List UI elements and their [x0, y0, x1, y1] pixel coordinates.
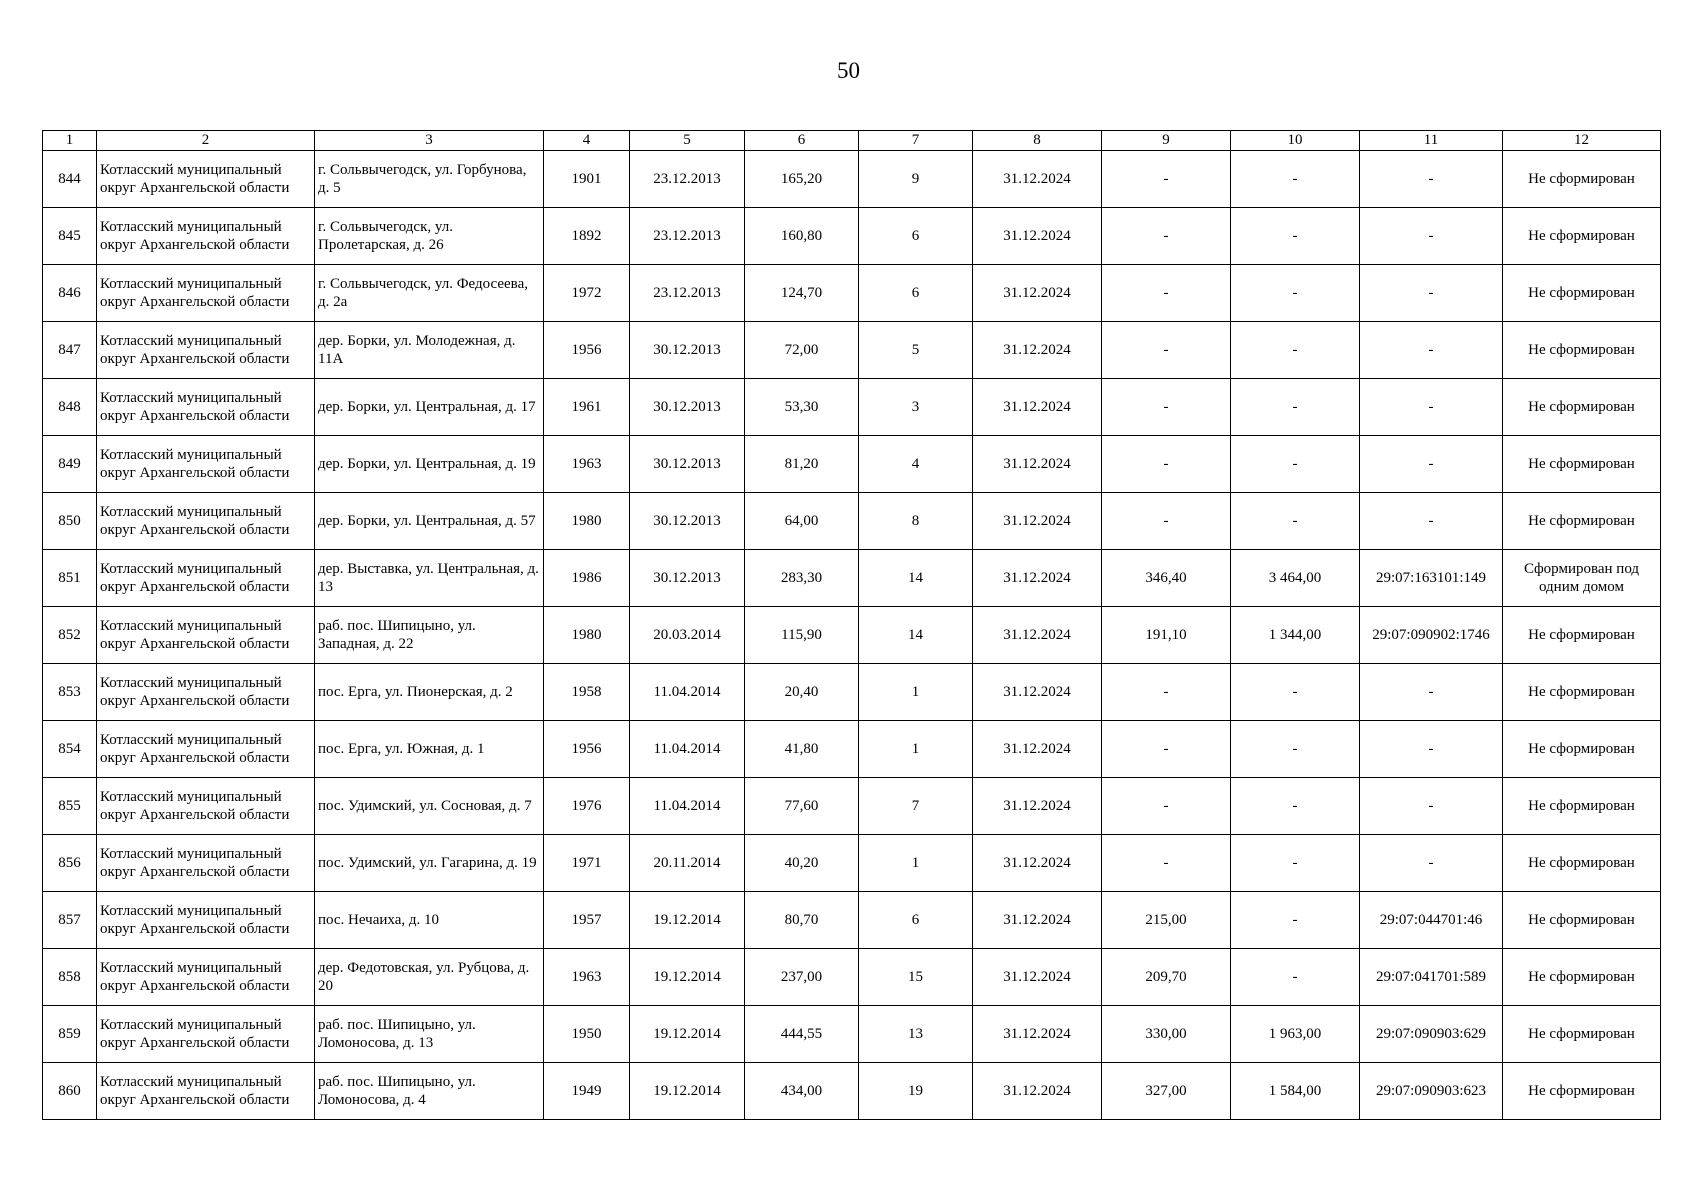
table-row — [43, 436, 1661, 493]
date-cell: 30.12.2013 — [630, 322, 745, 379]
residents-cell: 1 — [859, 721, 973, 778]
table-row — [43, 550, 1661, 607]
table-row — [43, 1063, 1661, 1120]
deadline-date-cell: 31.12.2024 — [973, 892, 1102, 949]
land-plot-area-cell: 1 584,00 — [1231, 1063, 1360, 1120]
land-plot-area-cell: 1 344,00 — [1231, 607, 1360, 664]
municipality-cell: Котласский муниципальный округ Архангельской области — [97, 892, 315, 949]
residents-cell: 7 — [859, 778, 973, 835]
address-cell: пос. Удимский, ул. Сосновая, д. 7 — [315, 778, 544, 835]
deadline-date-cell: 31.12.2024 — [973, 664, 1102, 721]
table-row — [43, 1006, 1661, 1063]
deadline-date-cell: 31.12.2024 — [973, 151, 1102, 208]
land-plot-area-cell: - — [1231, 436, 1360, 493]
row-number-cell: 860 — [43, 1063, 97, 1120]
row-number-cell: 855 — [43, 778, 97, 835]
date-cell: 30.12.2013 — [630, 379, 745, 436]
date-cell: 30.12.2013 — [630, 550, 745, 607]
cadastral-number-cell: - — [1360, 664, 1503, 721]
municipality-cell: Котласский муниципальный округ Архангельской области — [97, 721, 315, 778]
area-cell: 434,00 — [745, 1063, 859, 1120]
land-area-cell: - — [1102, 664, 1231, 721]
deadline-date-cell: 31.12.2024 — [973, 379, 1102, 436]
land-status-cell: Не сформирован — [1503, 265, 1661, 322]
column-header: 6 — [745, 131, 859, 151]
cadastral-number-cell: - — [1360, 436, 1503, 493]
area-cell: 20,40 — [745, 664, 859, 721]
municipality-cell: Котласский муниципальный округ Архангельской области — [97, 151, 315, 208]
municipality-cell: Котласский муниципальный округ Архангельской области — [97, 493, 315, 550]
column-header: 7 — [859, 131, 973, 151]
year-built-cell: 1901 — [544, 151, 630, 208]
year-built-cell: 1963 — [544, 949, 630, 1006]
land-plot-area-cell: - — [1231, 778, 1360, 835]
land-area-cell: - — [1102, 322, 1231, 379]
date-cell: 30.12.2013 — [630, 493, 745, 550]
table-row — [43, 607, 1661, 664]
address-cell: г. Сольвычегодск, ул. Горбунова, д. 5 — [315, 151, 544, 208]
cadastral-number-cell: 29:07:041701:589 — [1360, 949, 1503, 1006]
row-number-cell: 845 — [43, 208, 97, 265]
address-cell: г. Сольвычегодск, ул. Федосеева, д. 2а — [315, 265, 544, 322]
residents-cell: 3 — [859, 379, 973, 436]
land-status-cell: Не сформирован — [1503, 322, 1661, 379]
land-plot-area-cell: - — [1231, 721, 1360, 778]
land-area-cell: 346,40 — [1102, 550, 1231, 607]
deadline-date-cell: 31.12.2024 — [973, 1006, 1102, 1063]
address-cell: дер. Борки, ул. Центральная, д. 17 — [315, 379, 544, 436]
table-row — [43, 265, 1661, 322]
land-status-cell: Не сформирован — [1503, 721, 1661, 778]
cadastral-number-cell: 29:07:044701:46 — [1360, 892, 1503, 949]
column-header: 10 — [1231, 131, 1360, 151]
land-status-cell: Не сформирован — [1503, 949, 1661, 1006]
area-cell: 115,90 — [745, 607, 859, 664]
deadline-date-cell: 31.12.2024 — [973, 949, 1102, 1006]
row-number-cell: 848 — [43, 379, 97, 436]
land-area-cell: - — [1102, 436, 1231, 493]
table-row — [43, 721, 1661, 778]
header-row — [43, 131, 1661, 151]
land-plot-area-cell: - — [1231, 379, 1360, 436]
address-cell: дер. Борки, ул. Центральная, д. 57 — [315, 493, 544, 550]
residents-cell: 8 — [859, 493, 973, 550]
land-area-cell: - — [1102, 778, 1231, 835]
land-plot-area-cell: - — [1231, 493, 1360, 550]
area-cell: 77,60 — [745, 778, 859, 835]
year-built-cell: 1950 — [544, 1006, 630, 1063]
date-cell: 23.12.2013 — [630, 208, 745, 265]
residents-cell: 6 — [859, 208, 973, 265]
date-cell: 19.12.2014 — [630, 1063, 745, 1120]
year-built-cell: 1956 — [544, 322, 630, 379]
land-area-cell: - — [1102, 151, 1231, 208]
address-cell: пос. Удимский, ул. Гагарина, д. 19 — [315, 835, 544, 892]
column-header: 12 — [1503, 131, 1661, 151]
row-number-cell: 846 — [43, 265, 97, 322]
address-cell: дер. Выставка, ул. Центральная, д. 13 — [315, 550, 544, 607]
land-status-cell: Не сформирован — [1503, 607, 1661, 664]
column-header: 5 — [630, 131, 745, 151]
row-number-cell: 847 — [43, 322, 97, 379]
municipality-cell: Котласский муниципальный округ Архангельской области — [97, 550, 315, 607]
area-cell: 41,80 — [745, 721, 859, 778]
year-built-cell: 1963 — [544, 436, 630, 493]
land-plot-area-cell: - — [1231, 208, 1360, 265]
date-cell: 11.04.2014 — [630, 778, 745, 835]
land-status-cell: Не сформирован — [1503, 379, 1661, 436]
deadline-date-cell: 31.12.2024 — [973, 550, 1102, 607]
table-row — [43, 208, 1661, 265]
address-cell: раб. пос. Шипицыно, ул. Западная, д. 22 — [315, 607, 544, 664]
date-cell: 11.04.2014 — [630, 721, 745, 778]
residents-cell: 14 — [859, 550, 973, 607]
cadastral-number-cell: - — [1360, 265, 1503, 322]
residents-cell: 1 — [859, 835, 973, 892]
table-row — [43, 778, 1661, 835]
land-status-cell: Не сформирован — [1503, 778, 1661, 835]
year-built-cell: 1986 — [544, 550, 630, 607]
year-built-cell: 1892 — [544, 208, 630, 265]
municipality-cell: Котласский муниципальный округ Архангельской области — [97, 1063, 315, 1120]
land-area-cell: - — [1102, 721, 1231, 778]
cadastral-number-cell: 29:07:090903:623 — [1360, 1063, 1503, 1120]
column-header: 2 — [97, 131, 315, 151]
cadastral-number-cell: 29:07:090903:629 — [1360, 1006, 1503, 1063]
column-header: 8 — [973, 131, 1102, 151]
address-cell: раб. пос. Шипицыно, ул. Ломоносова, д. 13 — [315, 1006, 544, 1063]
table-row — [43, 493, 1661, 550]
date-cell: 20.03.2014 — [630, 607, 745, 664]
deadline-date-cell: 31.12.2024 — [973, 721, 1102, 778]
land-plot-area-cell: - — [1231, 664, 1360, 721]
area-cell: 237,00 — [745, 949, 859, 1006]
table-row — [43, 892, 1661, 949]
land-area-cell: - — [1102, 265, 1231, 322]
land-area-cell: - — [1102, 493, 1231, 550]
deadline-date-cell: 31.12.2024 — [973, 778, 1102, 835]
land-status-cell: Не сформирован — [1503, 151, 1661, 208]
land-area-cell: 191,10 — [1102, 607, 1231, 664]
table-row — [43, 835, 1661, 892]
row-number-cell: 856 — [43, 835, 97, 892]
row-number-cell: 853 — [43, 664, 97, 721]
date-cell: 11.04.2014 — [630, 664, 745, 721]
column-header: 11 — [1360, 131, 1503, 151]
residents-cell: 6 — [859, 265, 973, 322]
table-row — [43, 949, 1661, 1006]
cadastral-number-cell: - — [1360, 721, 1503, 778]
municipality-cell: Котласский муниципальный округ Архангельской области — [97, 949, 315, 1006]
area-cell: 53,30 — [745, 379, 859, 436]
address-cell: пос. Нечаиха, д. 10 — [315, 892, 544, 949]
deadline-date-cell: 31.12.2024 — [973, 436, 1102, 493]
column-header: 3 — [315, 131, 544, 151]
cadastral-number-cell: - — [1360, 151, 1503, 208]
deadline-date-cell: 31.12.2024 — [973, 265, 1102, 322]
area-cell: 124,70 — [745, 265, 859, 322]
land-status-cell: Не сформирован — [1503, 208, 1661, 265]
municipality-cell: Котласский муниципальный округ Архангельской области — [97, 208, 315, 265]
table-row — [43, 322, 1661, 379]
area-cell: 283,30 — [745, 550, 859, 607]
municipality-cell: Котласский муниципальный округ Архангельской области — [97, 664, 315, 721]
date-cell: 19.12.2014 — [630, 949, 745, 1006]
land-area-cell: 215,00 — [1102, 892, 1231, 949]
table-row — [43, 379, 1661, 436]
residents-cell: 5 — [859, 322, 973, 379]
row-number-cell: 850 — [43, 493, 97, 550]
land-plot-area-cell: - — [1231, 322, 1360, 379]
row-number-cell: 849 — [43, 436, 97, 493]
land-status-cell: Не сформирован — [1503, 1006, 1661, 1063]
land-plot-area-cell: 3 464,00 — [1231, 550, 1360, 607]
residents-cell: 9 — [859, 151, 973, 208]
page-number: 50 — [837, 58, 860, 83]
date-cell: 23.12.2013 — [630, 265, 745, 322]
land-plot-area-cell: 1 963,00 — [1231, 1006, 1360, 1063]
column-header: 9 — [1102, 131, 1231, 151]
area-cell: 80,70 — [745, 892, 859, 949]
year-built-cell: 1971 — [544, 835, 630, 892]
deadline-date-cell: 31.12.2024 — [973, 1063, 1102, 1120]
municipality-cell: Котласский муниципальный округ Архангельской области — [97, 322, 315, 379]
column-header: 1 — [43, 131, 97, 151]
municipality-cell: Котласский муниципальный округ Архангельской области — [97, 1006, 315, 1063]
row-number-cell: 859 — [43, 1006, 97, 1063]
municipality-cell: Котласский муниципальный округ Архангельской области — [97, 835, 315, 892]
cadastral-number-cell: - — [1360, 379, 1503, 436]
date-cell: 23.12.2013 — [630, 151, 745, 208]
cadastral-number-cell: - — [1360, 778, 1503, 835]
land-status-cell: Не сформирован — [1503, 892, 1661, 949]
address-cell: дер. Федотовская, ул. Рубцова, д. 20 — [315, 949, 544, 1006]
housing-registry-table — [42, 130, 1661, 1120]
land-plot-area-cell: - — [1231, 835, 1360, 892]
deadline-date-cell: 31.12.2024 — [973, 322, 1102, 379]
area-cell: 40,20 — [745, 835, 859, 892]
year-built-cell: 1958 — [544, 664, 630, 721]
residents-cell: 15 — [859, 949, 973, 1006]
cadastral-number-cell: 29:07:090902:1746 — [1360, 607, 1503, 664]
area-cell: 64,00 — [745, 493, 859, 550]
table-row — [43, 151, 1661, 208]
municipality-cell: Котласский муниципальный округ Архангельской области — [97, 607, 315, 664]
area-cell: 160,80 — [745, 208, 859, 265]
land-plot-area-cell: - — [1231, 892, 1360, 949]
cadastral-number-cell: - — [1360, 493, 1503, 550]
year-built-cell: 1980 — [544, 493, 630, 550]
land-status-cell: Сформирован под одним домом — [1503, 550, 1661, 607]
cadastral-number-cell: - — [1360, 322, 1503, 379]
municipality-cell: Котласский муниципальный округ Архангельской области — [97, 778, 315, 835]
cadastral-number-cell: 29:07:163101:149 — [1360, 550, 1503, 607]
date-cell: 30.12.2013 — [630, 436, 745, 493]
address-cell: г. Сольвычегодск, ул. Пролетарская, д. 26 — [315, 208, 544, 265]
address-cell: дер. Борки, ул. Центральная, д. 19 — [315, 436, 544, 493]
row-number-cell: 858 — [43, 949, 97, 1006]
cadastral-number-cell: - — [1360, 208, 1503, 265]
residents-cell: 19 — [859, 1063, 973, 1120]
year-built-cell: 1957 — [544, 892, 630, 949]
residents-cell: 6 — [859, 892, 973, 949]
cadastral-number-cell: - — [1360, 835, 1503, 892]
land-status-cell: Не сформирован — [1503, 493, 1661, 550]
residents-cell: 1 — [859, 664, 973, 721]
land-plot-area-cell: - — [1231, 265, 1360, 322]
date-cell: 19.12.2014 — [630, 892, 745, 949]
land-area-cell: - — [1102, 835, 1231, 892]
residents-cell: 14 — [859, 607, 973, 664]
address-cell: раб. пос. Шипицыно, ул. Ломоносова, д. 4 — [315, 1063, 544, 1120]
table-row — [43, 664, 1661, 721]
land-area-cell: - — [1102, 208, 1231, 265]
year-built-cell: 1976 — [544, 778, 630, 835]
year-built-cell: 1961 — [544, 379, 630, 436]
address-cell: дер. Борки, ул. Молодежная, д. 11А — [315, 322, 544, 379]
row-number-cell: 844 — [43, 151, 97, 208]
row-number-cell: 857 — [43, 892, 97, 949]
row-number-cell: 854 — [43, 721, 97, 778]
land-area-cell: - — [1102, 379, 1231, 436]
address-cell: пос. Ерга, ул. Пионерская, д. 2 — [315, 664, 544, 721]
land-area-cell: 330,00 — [1102, 1006, 1231, 1063]
deadline-date-cell: 31.12.2024 — [973, 835, 1102, 892]
row-number-cell: 852 — [43, 607, 97, 664]
deadline-date-cell: 31.12.2024 — [973, 493, 1102, 550]
table-body — [43, 151, 1661, 1120]
land-plot-area-cell: - — [1231, 949, 1360, 1006]
land-status-cell: Не сформирован — [1503, 835, 1661, 892]
residents-cell: 4 — [859, 436, 973, 493]
area-cell: 72,00 — [745, 322, 859, 379]
residents-cell: 13 — [859, 1006, 973, 1063]
date-cell: 19.12.2014 — [630, 1006, 745, 1063]
land-status-cell: Не сформирован — [1503, 436, 1661, 493]
deadline-date-cell: 31.12.2024 — [973, 607, 1102, 664]
deadline-date-cell: 31.12.2024 — [973, 208, 1102, 265]
area-cell: 81,20 — [745, 436, 859, 493]
year-built-cell: 1949 — [544, 1063, 630, 1120]
date-cell: 20.11.2014 — [630, 835, 745, 892]
address-cell: пос. Ерга, ул. Южная, д. 1 — [315, 721, 544, 778]
column-header: 4 — [544, 131, 630, 151]
area-cell: 444,55 — [745, 1006, 859, 1063]
land-status-cell: Не сформирован — [1503, 1063, 1661, 1120]
land-area-cell: 327,00 — [1102, 1063, 1231, 1120]
land-area-cell: 209,70 — [1102, 949, 1231, 1006]
land-plot-area-cell: - — [1231, 151, 1360, 208]
year-built-cell: 1972 — [544, 265, 630, 322]
year-built-cell: 1956 — [544, 721, 630, 778]
land-status-cell: Не сформирован — [1503, 664, 1661, 721]
municipality-cell: Котласский муниципальный округ Архангельской области — [97, 436, 315, 493]
municipality-cell: Котласский муниципальный округ Архангельской области — [97, 265, 315, 322]
row-number-cell: 851 — [43, 550, 97, 607]
year-built-cell: 1980 — [544, 607, 630, 664]
municipality-cell: Котласский муниципальный округ Архангельской области — [97, 379, 315, 436]
area-cell: 165,20 — [745, 151, 859, 208]
